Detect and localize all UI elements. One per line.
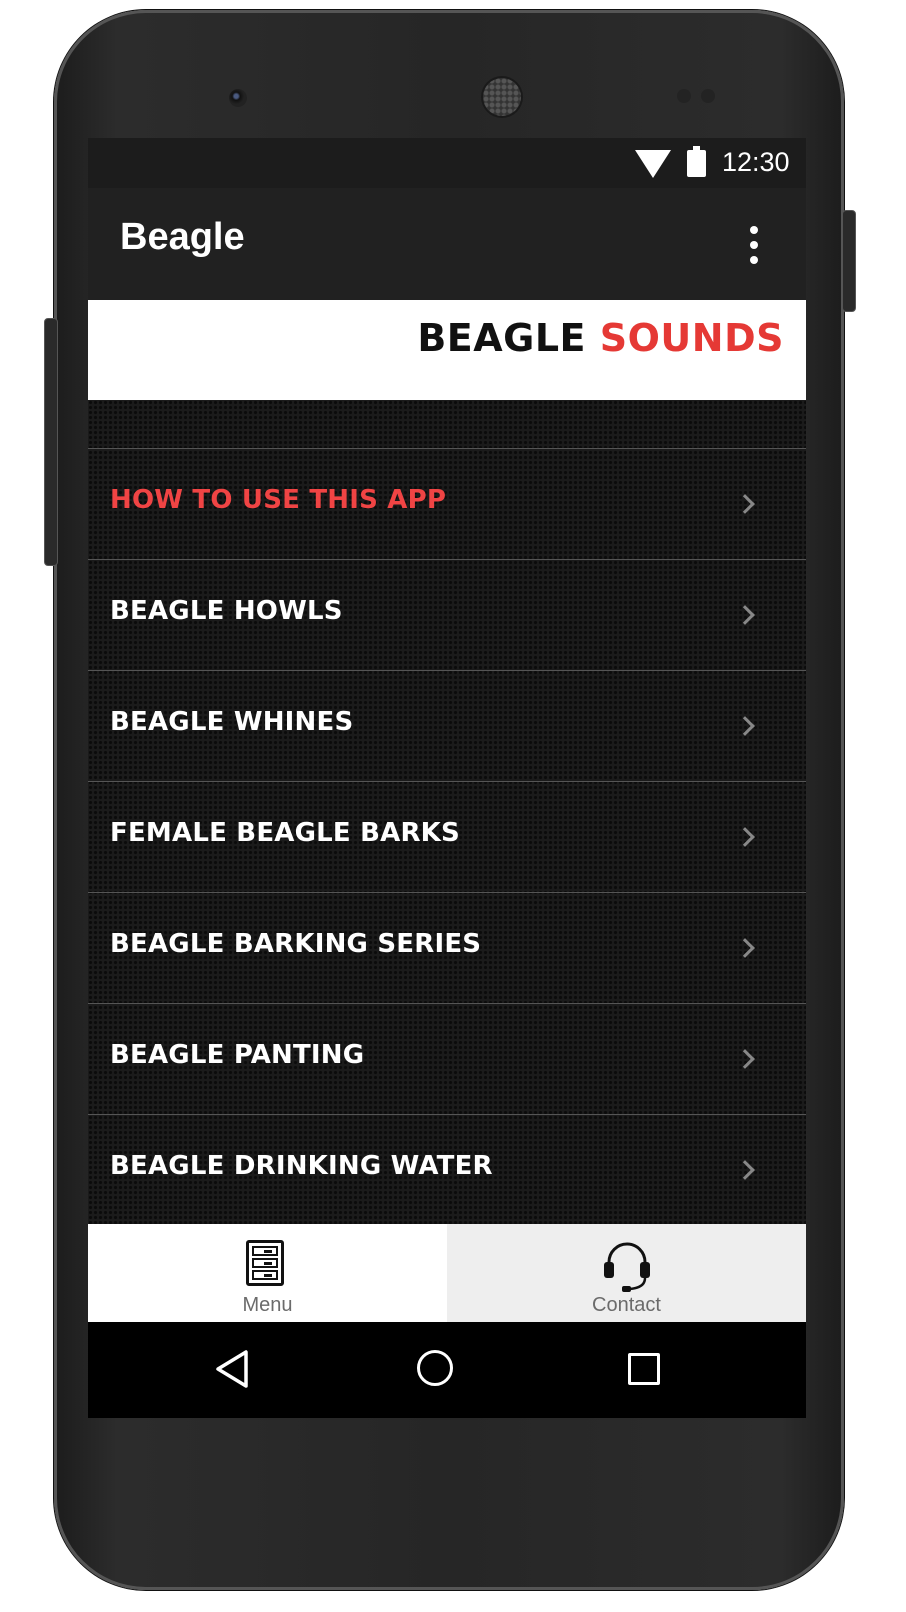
list-item-barking-series[interactable] — [88, 893, 806, 1004]
list-header-spacer — [88, 400, 806, 449]
list-item-female-barks[interactable] — [88, 782, 806, 893]
list-item-label: BEAGLE HOWLS — [110, 596, 343, 626]
screen — [88, 138, 806, 1418]
light-sensor — [701, 89, 715, 103]
status-time: 12:30 — [722, 147, 790, 177]
chevron-right-icon — [735, 827, 755, 847]
recents-icon[interactable] — [628, 1353, 660, 1385]
tab-contact-label: Contact — [592, 1294, 661, 1316]
power-button — [842, 210, 856, 312]
bottom-nav — [88, 1224, 806, 1322]
list-item-label: FEMALE BEAGLE BARKS — [110, 818, 460, 848]
file-cabinet-icon — [246, 1240, 284, 1286]
battery-icon — [687, 150, 706, 177]
banner-word-sounds: SOUNDS — [599, 316, 784, 360]
list-item-how-to-use[interactable] — [88, 449, 806, 560]
list-item-whines[interactable] — [88, 671, 806, 782]
status-bar — [88, 138, 806, 188]
chevron-right-icon — [735, 1049, 755, 1069]
tab-menu-label: Menu — [242, 1294, 293, 1316]
system-nav-bar — [88, 1322, 806, 1418]
chevron-right-icon — [735, 494, 755, 514]
list-item-label: HOW TO USE THIS APP — [110, 485, 447, 515]
front-camera — [229, 89, 247, 107]
chevron-right-icon — [735, 605, 755, 625]
tab-menu[interactable] — [88, 1224, 447, 1322]
volume-button — [44, 318, 58, 566]
back-icon[interactable] — [212, 1348, 252, 1390]
banner-title — [417, 316, 784, 360]
wifi-icon — [635, 150, 671, 178]
list-item-panting[interactable] — [88, 1004, 806, 1115]
app-title: Beagle — [120, 216, 245, 258]
overflow-menu-icon[interactable] — [746, 226, 762, 264]
chevron-right-icon — [735, 1160, 755, 1180]
headset-icon — [599, 1236, 655, 1294]
list-item-label: BEAGLE BARKING SERIES — [110, 929, 482, 959]
list-item-howls[interactable] — [88, 560, 806, 671]
chevron-right-icon — [735, 716, 755, 736]
proximity-sensor — [677, 89, 691, 103]
tab-contact[interactable] — [447, 1224, 806, 1322]
earpiece-speaker — [483, 78, 521, 116]
list-item-label: BEAGLE DRINKING WATER — [110, 1151, 493, 1181]
banner — [88, 300, 806, 400]
list-item-label: BEAGLE WHINES — [110, 707, 354, 737]
list-item-drinking-water[interactable] — [88, 1115, 806, 1226]
app-bar — [88, 188, 806, 300]
banner-word-beagle: BEAGLE — [417, 316, 587, 360]
chevron-right-icon — [735, 938, 755, 958]
home-icon[interactable] — [417, 1350, 453, 1386]
list-item-label: BEAGLE PANTING — [110, 1040, 365, 1070]
